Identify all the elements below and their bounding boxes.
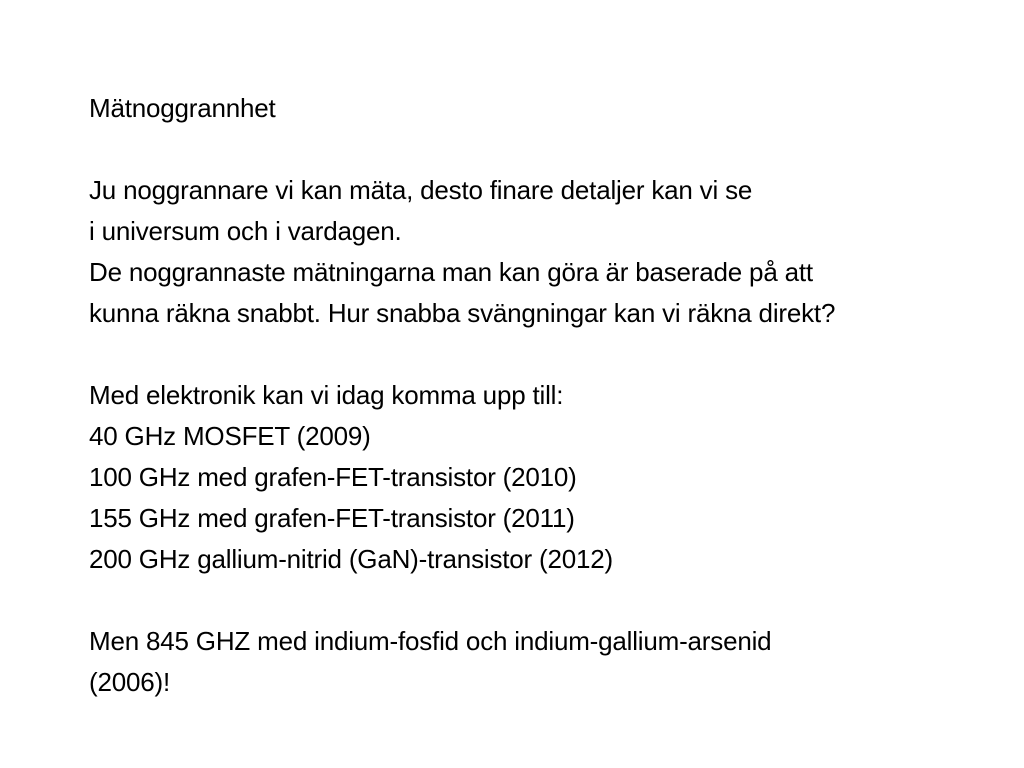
intro-line: kunna räkna snabbt. Hur snabba svängningar kan vi räkna direkt?	[89, 298, 836, 328]
intro-line: De noggrannaste mätningarna man kan göra är baserade på att	[89, 257, 813, 287]
electronics-item: 155 GHz med grafen-FET-transistor (2011)	[89, 503, 575, 533]
slide-content	[89, 88, 999, 703]
conclusion-line: (2006)!	[89, 667, 170, 697]
electronics-item: 100 GHz med grafen-FET-transistor (2010)	[89, 462, 577, 492]
blank-line	[89, 580, 999, 621]
conclusion-line: Men 845 GHZ med indium-fosfid och indium-gallium-arsenid	[89, 626, 772, 656]
intro-line: i universum och i vardagen.	[89, 216, 402, 246]
electronics-item: 40 GHz MOSFET (2009)	[89, 421, 371, 451]
electronics-heading: Med elektronik kan vi idag komma upp till:	[89, 380, 564, 410]
intro-line: Ju noggrannare vi kan mäta, desto finare detaljer kan vi se	[89, 175, 753, 205]
blank-line	[89, 334, 999, 375]
electronics-item: 200 GHz gallium-nitrid (GaN)-transistor (2012)	[89, 544, 613, 574]
slide-title: Mätnoggrannhet	[89, 93, 276, 123]
